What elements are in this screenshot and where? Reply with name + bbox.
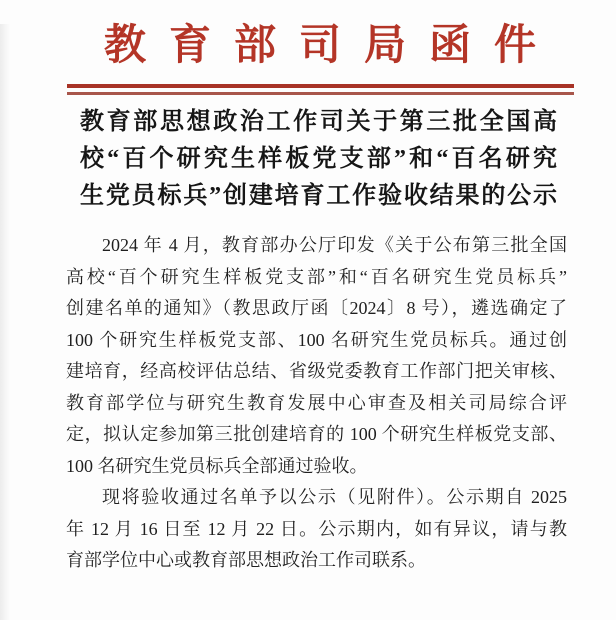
- text-line: 生党员标兵”创建培育工作验收结果的公示: [80, 183, 557, 209]
- text-line: 现将验收通过名单予以公示（见附件）。公示期自 2025: [102, 487, 567, 507]
- divider-thin-line: [67, 92, 574, 95]
- text-line: 年 12 月 16 日至 12 月 22 日。公示期内，如有异议，请与教: [66, 518, 567, 539]
- masthead-title: 教育部司局函件: [103, 23, 559, 69]
- scan-edge-shading: [0, 24, 10, 620]
- text-line: 教育部学位与研究生教育发展中心审查及相关司局综合评: [66, 392, 567, 413]
- paragraph-2: [66, 482, 567, 577]
- text-line: 教育部思想政治工作司关于第三批全国高: [80, 109, 557, 135]
- paragraph-1: [66, 230, 567, 482]
- text-line: 校“百个研究生样板党支部”和“百名研究: [80, 146, 557, 172]
- text-line: 育部学位中心或教育部思想政治工作司联系。: [66, 550, 426, 570]
- document-body: [66, 230, 567, 577]
- masthead-divider: [67, 84, 574, 95]
- text-line: 定，拟认定参加第三批创建培育的 100 个研究生样板党支部、: [66, 424, 567, 444]
- text-line: 高校“百个研究生样板党支部”和“百名研究生党员标兵”: [66, 266, 567, 287]
- document-title: [80, 104, 557, 215]
- document-header: [0, 24, 616, 95]
- document-page: [0, 24, 616, 620]
- text-line: 100 个研究生样板党支部、100 名研究生党员标兵。通过创: [66, 329, 567, 350]
- text-line: 建培育，经高校评估总结、省级党委教育工作部门把关审核、: [66, 361, 567, 381]
- text-line: 创建名单的通知》（教思政厅函〔2024〕8 号），遴选确定了: [66, 298, 567, 318]
- text-line: 2024 年 4 月，教育部办公厅印发《关于公布第三批全国: [102, 235, 567, 255]
- text-line: 100 名研究生党员标兵全部通过验收。: [66, 455, 368, 476]
